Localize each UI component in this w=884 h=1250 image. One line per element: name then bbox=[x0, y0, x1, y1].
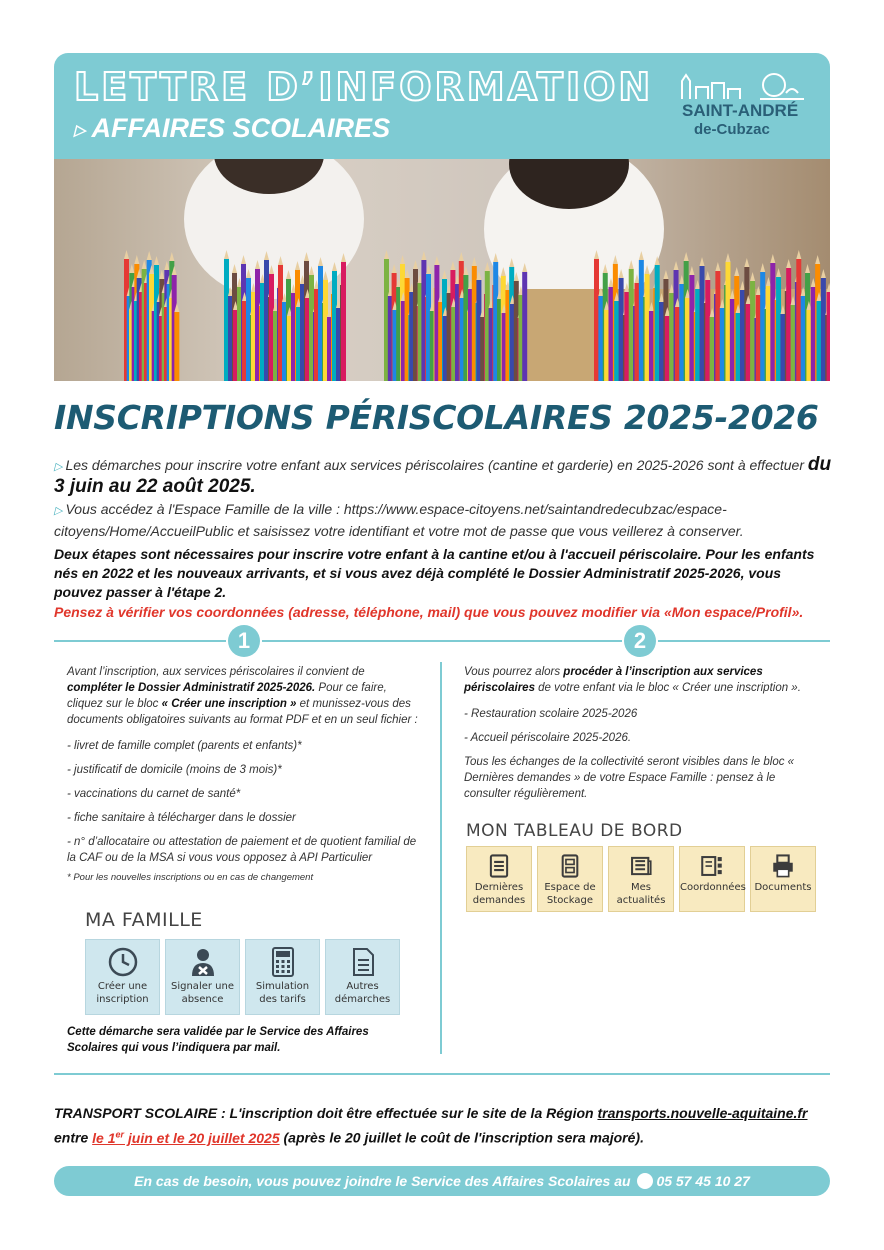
transport-link[interactable]: transports.nouvelle-aquitaine.fr bbox=[597, 1105, 808, 1121]
step2-intro-b: procéder à l’inscription aux services périscolaires bbox=[464, 666, 763, 694]
pencil bbox=[645, 274, 650, 381]
tile-label: Mes actualités bbox=[616, 882, 666, 906]
pencil bbox=[760, 272, 765, 381]
footnote: * Pour les nouvelles inscriptions ou en cas de changement bbox=[67, 872, 314, 883]
pencil bbox=[750, 281, 755, 381]
doc-item: - n° d’allocataire ou attestation de paiement et de quotient familial de la CAF ou de la MSA si vous vous opposez à API Particulier bbox=[67, 836, 417, 864]
city-logo bbox=[674, 69, 814, 149]
pencil bbox=[695, 289, 700, 381]
pencil bbox=[679, 284, 684, 381]
pencil bbox=[608, 287, 613, 381]
step2-note: Tous les échanges de la collectivité seront visibles dans le bloc « Dernières demandes » de votre Espace Famille : pensez à le consulter régulièrement. bbox=[464, 756, 795, 800]
pencil bbox=[710, 317, 715, 381]
step2-badge: 2 bbox=[624, 625, 656, 657]
pencil bbox=[776, 277, 781, 381]
intro-paragraph-steps: Deux étapes sont nécessaires pour inscrire votre enfant à la cantine et/ou à l'accueil périscolaire. Pour les enfants nés en 2022 et les nouveaux arrivants, et si vous avez déjà complété le Dossier Administratif 2025-2026, vous pouvez passer à l'étape 2. bbox=[54, 546, 815, 600]
tile-dernieres-demandes[interactable] bbox=[466, 846, 532, 912]
transport-dates-sup: er bbox=[115, 1129, 124, 1139]
pencil bbox=[817, 301, 822, 381]
clock-icon bbox=[107, 946, 139, 978]
step2-line-right bbox=[658, 640, 830, 642]
colored-pencils-image bbox=[54, 159, 830, 381]
step2-intro-a: Vous pourrez alors bbox=[464, 666, 564, 678]
step-line-middle bbox=[262, 640, 622, 642]
triangle-icon: ▷ bbox=[54, 505, 63, 517]
pencil bbox=[634, 283, 639, 381]
service-item: - Accueil périscolaire 2025-2026. bbox=[464, 732, 632, 744]
tile-label: Documents bbox=[754, 882, 812, 893]
pencil bbox=[705, 280, 710, 381]
pencil bbox=[522, 272, 527, 381]
pencil bbox=[655, 265, 660, 381]
footer-text: En cas de besoin, vous pouvez joindre le Service des Affaires Scolaires au bbox=[134, 1173, 631, 1189]
list-icon bbox=[486, 853, 512, 879]
tile-espace-stockage[interactable] bbox=[537, 846, 603, 912]
tile-label: Créer une inscription bbox=[96, 981, 149, 1005]
header-subtitle bbox=[74, 113, 390, 144]
header-subtitle-text: AFFAIRES SCOLAIRES bbox=[91, 113, 391, 143]
intro-p2-text: Vous accédez à l'Espace Famille de la ville : https://www.espace-citoyens.net/saintandredecubzac/espace-citoyens/Home/AccueilPublic et saisissez votre identifiant et votre mot de passe que vous veillerez à conserver. bbox=[54, 501, 744, 539]
pencil bbox=[174, 312, 179, 381]
footer-phone[interactable]: 05 57 45 10 27 bbox=[656, 1173, 750, 1189]
tile-label: Signaler une absence bbox=[171, 981, 234, 1005]
triangle-icon: ▷ bbox=[54, 461, 63, 473]
calculator-icon bbox=[267, 946, 299, 978]
pencil bbox=[675, 307, 680, 381]
ma-famille-tiles bbox=[85, 939, 405, 1017]
transport-dates bbox=[92, 1130, 280, 1146]
logo-line2: de-Cubzac bbox=[694, 121, 770, 138]
step2-intro bbox=[464, 664, 824, 696]
tile-autres-demarches[interactable] bbox=[325, 939, 400, 1015]
tile-mes-actualites[interactable] bbox=[608, 846, 674, 912]
pencil bbox=[796, 259, 801, 381]
service-item: - Restauration scolaire 2025-2026 bbox=[464, 708, 638, 720]
tile-coordonnees[interactable] bbox=[679, 846, 745, 912]
transport-suffix: (après le 20 juillet le coût de l'inscription sera majoré). bbox=[279, 1129, 644, 1146]
tile-simulation-tarifs[interactable] bbox=[245, 939, 320, 1015]
contact-icon bbox=[699, 853, 725, 879]
pencil bbox=[604, 310, 609, 381]
pencil bbox=[619, 278, 624, 381]
step1-column bbox=[67, 664, 422, 886]
pencil bbox=[791, 305, 796, 381]
pencil bbox=[801, 296, 806, 381]
transport-dates-a: le 1 bbox=[92, 1129, 116, 1146]
tableau-de-bord-tiles bbox=[466, 846, 818, 914]
doc-item: - justificatif de domicile (moins de 3 mois)* bbox=[67, 764, 282, 776]
pencil bbox=[669, 293, 674, 381]
doc-item: - fiche sanitaire à télécharger dans le dossier bbox=[67, 812, 296, 824]
intro-paragraph-dates bbox=[54, 455, 832, 497]
main-title: INSCRIPTIONS PÉRISCOLAIRES 2025-2026 bbox=[54, 398, 819, 437]
contact-footer bbox=[54, 1166, 830, 1196]
pencil bbox=[821, 278, 826, 381]
tile-label: Simulation des tarifs bbox=[255, 981, 310, 1005]
pencil bbox=[649, 311, 654, 381]
doc-item: - vaccinations du carnet de santé* bbox=[67, 788, 241, 800]
step1-badge: 1 bbox=[228, 625, 260, 657]
logo-line1: SAINT-ANDRÉ bbox=[682, 101, 799, 120]
pencil bbox=[766, 286, 771, 381]
pencil bbox=[639, 260, 644, 381]
pencil bbox=[770, 263, 775, 381]
step1-intro-c: Pour ce faire, cliquez sur le bloc bbox=[67, 682, 387, 710]
step2-intro-c: de votre enfant via le bloc « Créer une inscription ». bbox=[534, 682, 801, 694]
intro-paragraph-reminder: Pensez à vérifier vos coordonnées (adresse, téléphone, mail) que vous pouvez modifier via «Mon espace/Profil». bbox=[54, 604, 804, 620]
column-divider bbox=[440, 662, 442, 1054]
pencil bbox=[811, 287, 816, 381]
pencil bbox=[665, 316, 670, 381]
step2-column bbox=[464, 664, 824, 802]
pencil bbox=[598, 296, 603, 381]
pencil bbox=[756, 295, 761, 381]
header-banner bbox=[54, 53, 830, 159]
header-title: LETTRE D’INFORMATION bbox=[74, 65, 654, 109]
step1-intro bbox=[67, 664, 422, 728]
step1-line-left bbox=[54, 640, 226, 642]
pencil bbox=[594, 259, 599, 381]
section-separator bbox=[54, 1073, 830, 1075]
pencil bbox=[725, 262, 730, 381]
pencil bbox=[715, 271, 720, 381]
pencil bbox=[614, 301, 619, 381]
transport-prefix: TRANSPORT SCOLAIRE : L'inscription doit être effectuée sur le site de la Région bbox=[54, 1105, 598, 1121]
triangle-icon: ▷ bbox=[74, 121, 86, 139]
pencil bbox=[786, 268, 791, 381]
step1-intro-e: et munissez-vous des documents obligatoires suivants au format PDF et en un seul fichier : bbox=[67, 698, 418, 726]
transport-entre: entre bbox=[54, 1129, 93, 1146]
person-x-icon bbox=[187, 946, 219, 978]
tile-label: Coordonnées bbox=[680, 882, 746, 893]
tile-label: Dernières demandes bbox=[472, 882, 526, 906]
storage-icon bbox=[557, 853, 583, 879]
step1-intro-d: « Créer une inscription » bbox=[161, 698, 297, 710]
tile-creer-inscription[interactable] bbox=[85, 939, 160, 1015]
pencil bbox=[700, 266, 705, 381]
city-skyline-icon bbox=[674, 69, 814, 105]
pencil bbox=[827, 292, 830, 381]
pencil bbox=[730, 299, 735, 381]
step1-intro-a: Avant l’inscription, aux services périscolaires il convient de bbox=[67, 666, 365, 678]
tile-label: Autres démarches bbox=[334, 981, 391, 1005]
tile-signaler-absence[interactable] bbox=[165, 939, 240, 1015]
pencil bbox=[689, 275, 694, 381]
transport-notice bbox=[54, 1103, 834, 1149]
phone-icon bbox=[637, 1173, 653, 1189]
intro-paragraph-access bbox=[54, 499, 832, 541]
document-icon bbox=[347, 946, 379, 978]
pencil bbox=[780, 314, 785, 381]
pencil bbox=[736, 313, 741, 381]
pencil bbox=[720, 308, 725, 381]
pencil bbox=[685, 298, 690, 381]
pencil bbox=[659, 302, 664, 381]
news-icon bbox=[628, 853, 654, 879]
pencil bbox=[629, 269, 634, 381]
intro-p1-dates: du 3 juin au 22 août 2025. bbox=[54, 454, 832, 497]
pencil bbox=[740, 290, 745, 381]
printer-icon bbox=[770, 853, 796, 879]
pencil bbox=[341, 262, 346, 381]
header-photo bbox=[54, 159, 830, 381]
pencil bbox=[806, 310, 811, 381]
step1-closing: Cette démarche sera validée par le Service des Affaires Scolaires qui vous l’indiquera par mail. bbox=[67, 1026, 369, 1054]
pencil bbox=[746, 304, 751, 381]
intro-p1-text: Les démarches pour inscrire votre enfant aux services périscolaires (cantine et garderie) en 2025-2026 sont à effectuer bbox=[65, 457, 804, 473]
ma-famille-title: MA FAMILLE bbox=[85, 909, 203, 931]
transport-dates-b: juin et le 20 juillet 2025 bbox=[124, 1129, 280, 1146]
pencil bbox=[624, 292, 629, 381]
tableau-de-bord-title: MON TABLEAU DE BORD bbox=[466, 821, 683, 841]
tile-documents[interactable] bbox=[750, 846, 816, 912]
step1-intro-b: compléter le Dossier Administratif 2025-2026. bbox=[67, 682, 316, 694]
tile-label: Espace de Stockage bbox=[544, 882, 596, 906]
doc-item: - livret de famille complet (parents et enfants)* bbox=[67, 740, 302, 752]
